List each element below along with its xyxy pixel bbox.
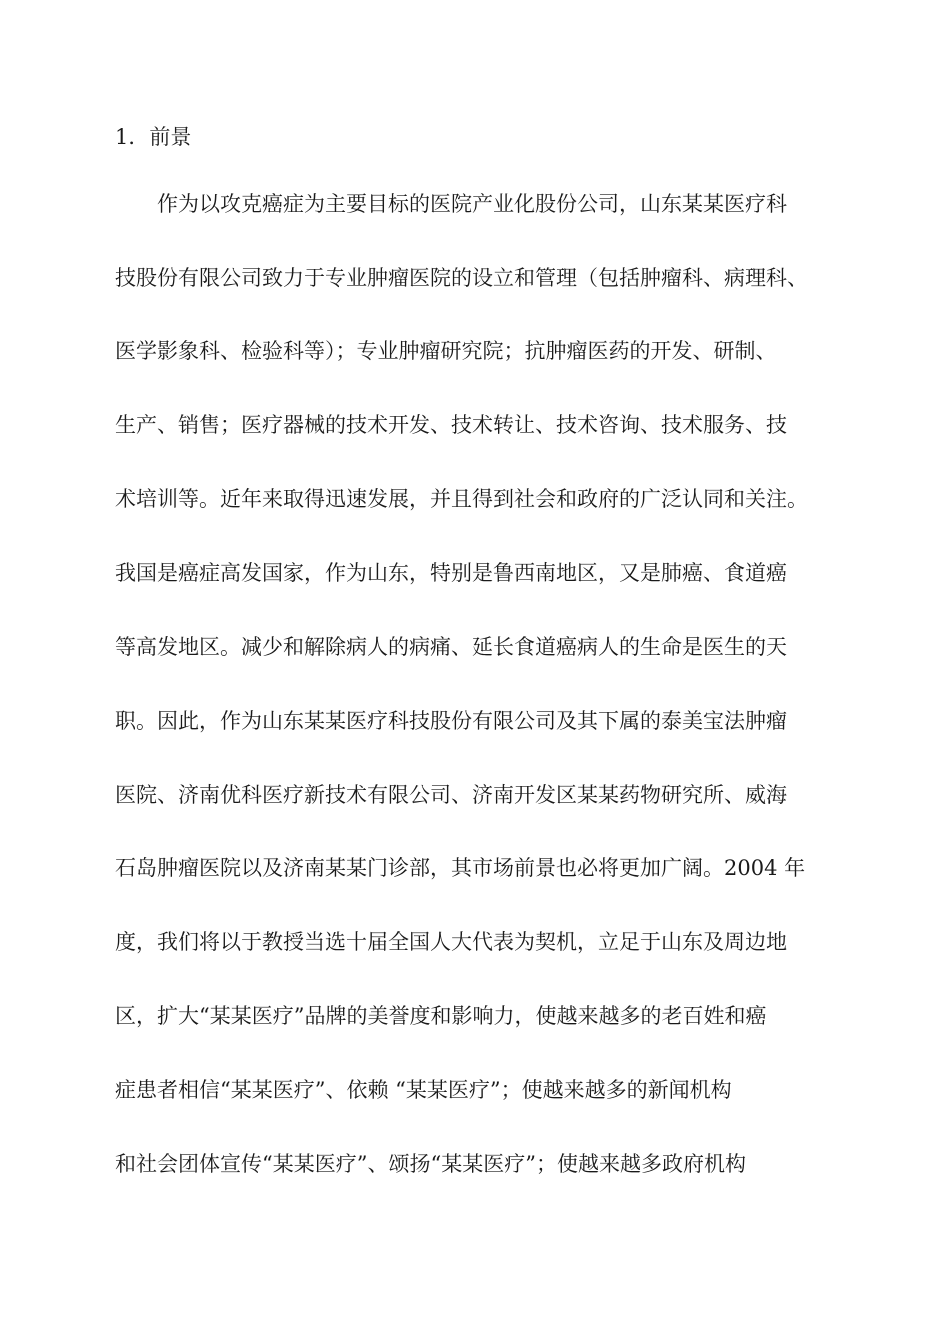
paragraph-line-8: 职。因此，作为山东某某医疗科技股份有限公司及其下属的泰美宝法肿瘤 [115,709,787,733]
paragraph-line-10: 石岛肿瘤医院以及济南某某门诊部，其市场前景也必将更加广阔。2004 年 [115,856,806,880]
paragraph-line-14: 和社会团体宣传“某某医疗”、颂扬“某某医疗”；使越来越多政府机构 [115,1152,746,1176]
paragraph-line-11: 度，我们将以于教授当选十届全国人大代表为契机，立足于山东及周边地 [115,930,787,954]
paragraph-line-7: 等高发地区。减少和解除病人的病痛、延长食道癌病人的生命是医生的天 [115,635,787,659]
paragraph-line-4: 生产、销售；医疗器械的技术开发、技术转让、技术咨询、技术服务、技 [115,413,787,437]
paragraph-line-3: 医学影象科、检验科等）；专业肿瘤研究院；抗肿瘤医药的开发、研制、 [115,339,777,363]
section-heading: 1．前景 [115,125,192,149]
paragraph-line-1: 作为以攻克癌症为主要目标的医院产业化股份公司，山东某某医疗科 [157,192,787,216]
paragraph-line-5: 术培训等。近年来取得迅速发展，并且得到社会和政府的广泛认同和关注。 [115,487,808,511]
paragraph-line-6: 我国是癌症高发国家，作为山东，特别是鲁西南地区，又是肺癌、食道癌 [115,561,787,585]
paragraph-line-9: 医院、济南优科医疗新技术有限公司、济南开发区某某药物研究所、威海 [115,783,787,807]
paragraph-line-12: 区，扩大“某某医疗”品牌的美誉度和影响力，使越来越多的老百姓和癌 [115,1004,767,1028]
paragraph-line-13: 症患者相信“某某医疗”、依赖 “某某医疗”；使越来越多的新闻机构 [115,1078,732,1102]
paragraph-line-2: 技股份有限公司致力于专业肿瘤医院的设立和管理（包括肿瘤科、病理科、 [115,266,808,290]
